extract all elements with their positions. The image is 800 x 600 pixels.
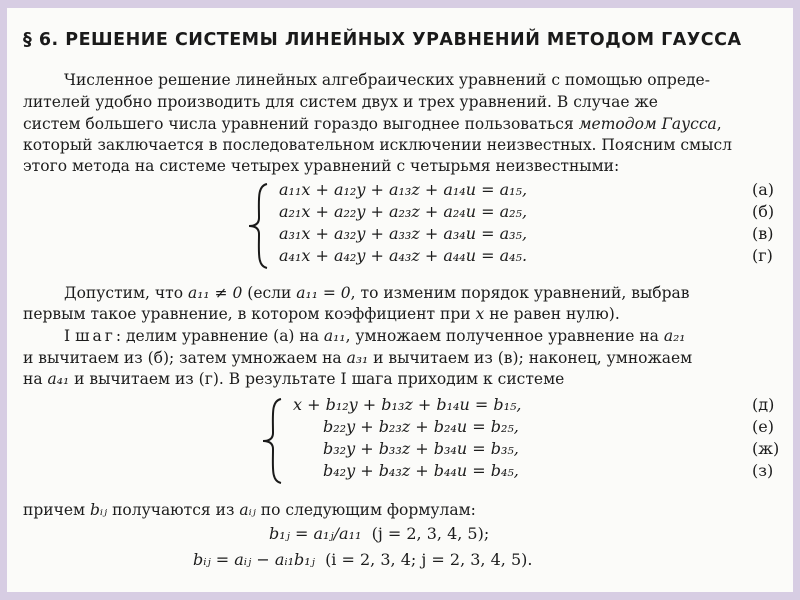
system-1-label-d: (г) [752,246,773,265]
system-2-brace [257,395,287,487]
system-2-equation-d: x + b₁₂y + b₁₃z + b₁₄u = b₁₅, [293,395,522,414]
system-2-label-zh: (ж) [752,439,780,458]
math-inline: a₂₁ [663,327,686,345]
system-1-equation-c: a₃₁x + a₃₂y + a₃₃z + a₃₄u = a₃₅, [279,224,528,243]
para-2-text: , умножаем полученное уравнение на [345,327,664,345]
para-2-text: (если [242,284,297,302]
para-2-text: и вычитаем из (б); затем умножаем на [23,349,347,367]
system-2-label-z: (з) [752,461,774,480]
formula-2-expression: bᵢⱼ = aᵢⱼ − aᵢ₁b₁ⱼ [193,550,315,569]
para-3-text: причем [23,501,90,519]
para-2-text: Допустим, что [64,284,188,302]
para-2-text: : делим уравнение (а) на [115,327,324,345]
math-inline: a₁₁ ≠ 0 [187,284,243,302]
math-inline: bᵢⱼ [90,501,108,519]
system-2-label-d: (д) [752,395,775,414]
math-inline: a₁₁ = 0 [296,284,351,302]
para-2-line-3 [64,326,686,346]
system-2-equation-z: b₄₂y + b₄₃z + b₄₄u = b₄₅, [323,461,519,480]
gauss-method-term: методом Гаусса [578,115,717,133]
system-2-label-e: (е) [752,417,774,436]
section-heading: § 6. РЕШЕНИЕ СИСТЕМЫ ЛИНЕЙНЫХ УРАВНЕНИЙ МЕТОДОМ ГАУССА [23,30,742,50]
intro-line-5: этого метода на системе четырех уравнений с четырьмя неизвестными: [23,157,620,175]
para-2-line-4 [23,348,692,368]
para-2-text: на [23,370,48,388]
intro-line-2: лителей удобно производить для систем двух и трех уравнений. В случае же [23,93,658,111]
math-inline: a₃₁ [346,349,369,367]
math-inline: x [475,305,485,323]
para-2-line-1 [64,283,690,303]
para-2-text: не равен нулю). [484,305,620,323]
para-2-text: и вычитаем из (г). В результате I шага приходим к системе [69,370,565,388]
system-1-label-a: (а) [752,180,775,199]
formula-1-condition: (j = 2, 3, 4, 5); [371,524,490,543]
page [7,8,793,592]
formula-1-expression: b₁ⱼ = a₁ⱼ/a₁₁ [269,524,362,543]
math-inline: aᵢⱼ [239,501,256,519]
intro-line-1: Численное решение линейных алгебраических уравнений с помощью опреде- [64,71,710,89]
math-inline: a₁₁ [323,327,346,345]
system-2-equation-e: b₂₂y + b₂₃z + b₂₄u = b₂₅, [323,417,519,436]
system-1-label-b: (б) [752,202,775,221]
intro-line-3 [23,114,722,134]
system-1-equation-b: a₂₁x + a₂₂y + a₂₃z + a₂₄u = a₂₅, [279,202,528,221]
formula-2-condition: (i = 2, 3, 4; j = 2, 3, 4, 5). [325,550,533,569]
system-1-equation-d: a₄₁x + a₄₂y + a₄₃z + a₄₄u = a₄₅. [279,246,528,265]
step-label: шаг [75,327,116,345]
formula-2 [193,550,532,570]
intro-line-3-suffix: , [716,115,722,133]
math-inline: a₄₁ [47,370,70,388]
para-2-line-2 [23,304,620,324]
para-2-line-5 [23,369,564,389]
para-3-text: по следующим формулам: [255,501,476,519]
para-2-text: I [64,327,76,345]
intro-line-4: который заключается в последовательном исключении неизвестных. Поясним смысл [23,136,732,154]
formula-1 [269,524,489,544]
system-1-brace [243,180,273,272]
system-1-equation-a: a₁₁x + a₁₂y + a₁₃z + a₁₄u = a₁₅, [279,180,528,199]
para-3-line [23,500,476,520]
para-2-text: и вычитаем из (в); наконец, умножаем [368,349,693,367]
para-2-text: , то изменим порядок уравнений, выбрав [350,284,690,302]
para-2-text: первым такое уравнение, в котором коэффициент при [23,305,476,323]
system-1-label-c: (в) [752,224,774,243]
para-3-text: получаются из [107,501,240,519]
system-2-equation-zh: b₃₂y + b₃₃z + b₃₄u = b₃₅, [323,439,519,458]
intro-line-3-prefix: систем большего числа уравнений гораздо выгоднее пользоваться [23,115,579,133]
